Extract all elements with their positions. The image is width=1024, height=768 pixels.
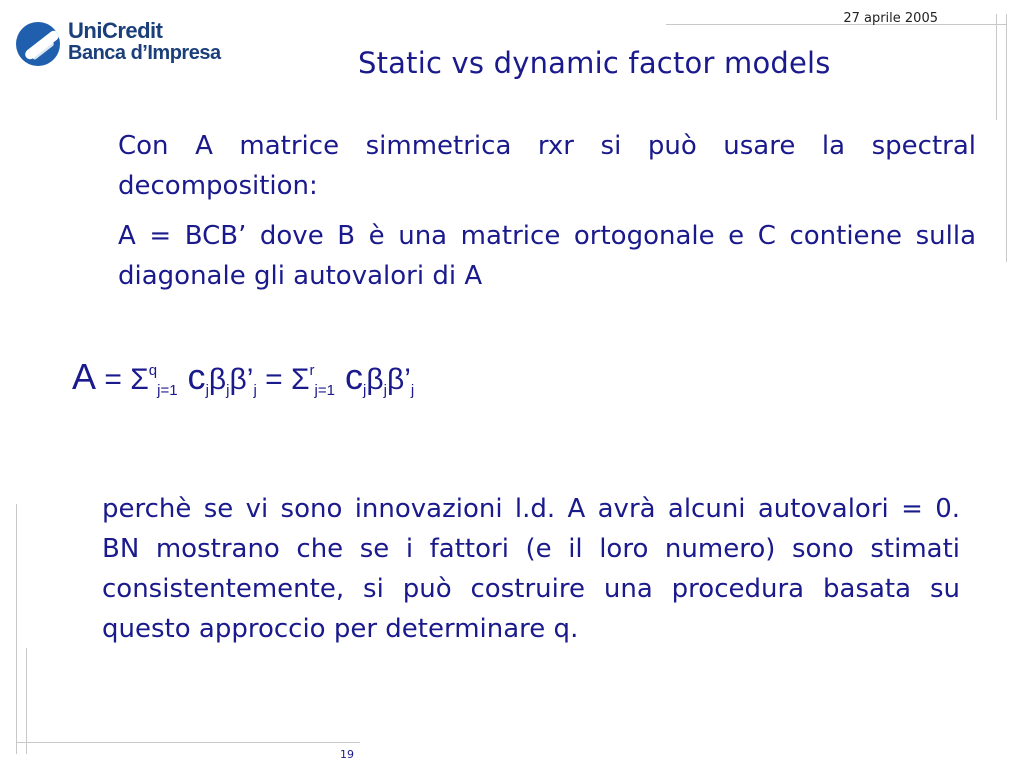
- formula-lhs: A: [72, 356, 97, 397]
- formula-term1-beta: β: [208, 363, 227, 396]
- logo-line2: Banca d’Impresa: [68, 42, 221, 64]
- formula-sum2: Σ: [290, 363, 310, 396]
- formula-term1-betat: β’: [229, 363, 254, 396]
- right-rule-1: [996, 14, 997, 120]
- formula-sum1-sub: j=1: [157, 382, 178, 399]
- right-rule-2: [1006, 14, 1007, 262]
- formula-eq2: =: [256, 363, 291, 396]
- slide-date: 27 aprile 2005: [843, 11, 938, 26]
- paragraph-innovations: perchè se vi sono innovazioni l.d. A avrà alcuni autovalori = 0. BN mostrano che se i fattori (e il loro numero) sono stimati consistentemente, si può costruire una procedura basata su questo approccio per determinare q.: [102, 494, 960, 644]
- formula-term2-c: c: [334, 356, 363, 397]
- spectral-formula: [72, 356, 414, 398]
- formula-term2-betat: β’: [386, 363, 411, 396]
- formula-term2-beta: β: [366, 363, 384, 396]
- unicredit-logo-icon: [16, 22, 60, 66]
- formula-sum1-sup: q: [148, 362, 158, 379]
- bottom-rule: [16, 742, 360, 743]
- formula-sum1: Σ: [130, 363, 149, 396]
- formula-term1-betat-sub: j: [253, 382, 257, 399]
- slide-title: Static vs dynamic factor models: [358, 46, 831, 80]
- top-rule: [666, 24, 1006, 25]
- left-rule-1: [16, 504, 17, 754]
- page-number: 19: [340, 748, 354, 761]
- formula-term1-c: c: [177, 356, 206, 397]
- formula-term1-c-sub: j: [205, 382, 209, 399]
- formula-term2-c-sub: j: [362, 382, 367, 399]
- formula-sum2-sup: r: [309, 362, 315, 379]
- left-rule-2: [26, 648, 27, 754]
- formula-eq1: =: [96, 363, 131, 396]
- formula-term1-beta-sub: j: [226, 382, 230, 399]
- unicredit-logo: [16, 20, 256, 72]
- formula-sum2-sub: j=1: [314, 382, 335, 399]
- paragraph-decomposition: A = BCB’ dove B è una matrice ortogonale e C contiene sulla diagonale gli autovalori di A: [118, 221, 976, 291]
- logo-wordmark: [68, 20, 221, 64]
- formula-term2-betat-sub: j: [410, 382, 415, 399]
- paragraph-spectral: Con A matrice simmetrica rxr si può usare la spectral decomposition:: [118, 131, 976, 201]
- logo-line1: UniCredit: [68, 18, 163, 43]
- formula-term2-beta-sub: j: [383, 382, 387, 399]
